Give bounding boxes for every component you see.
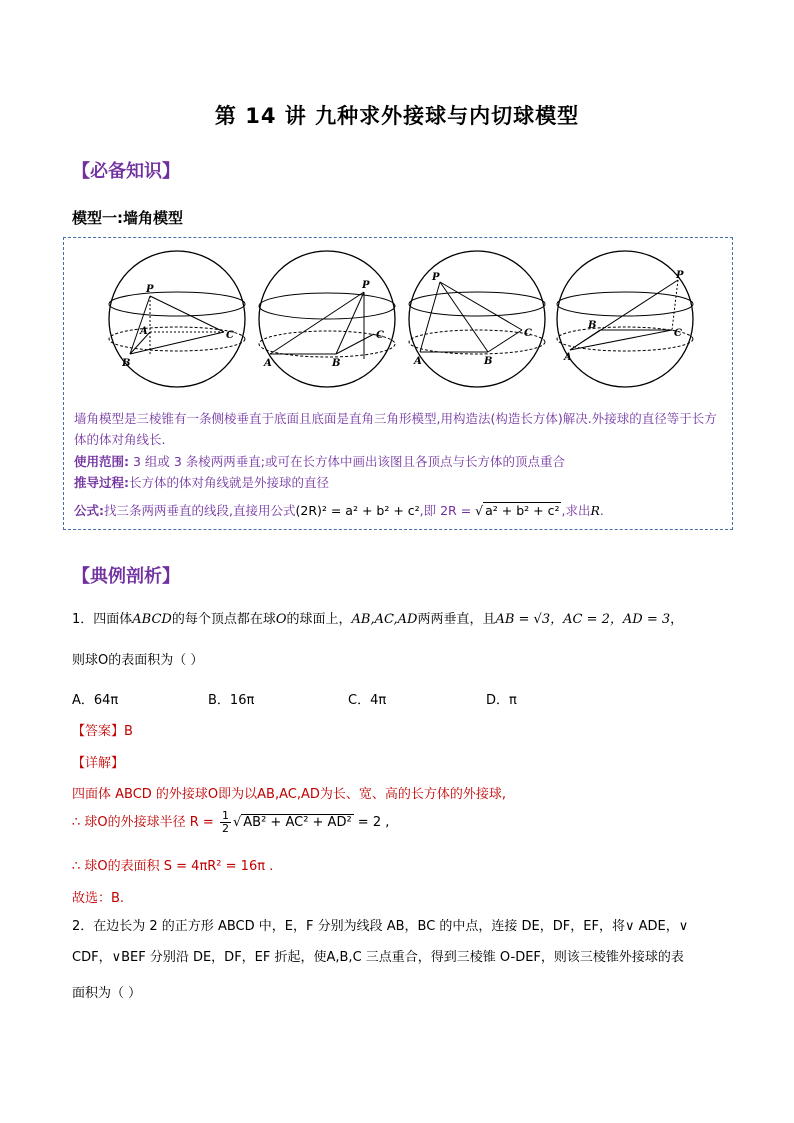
label-B: B [484, 356, 493, 367]
section-heading-knowledge: 【必备知识】 [72, 161, 180, 182]
answer-tag: 【答案】B [72, 724, 133, 739]
option-b[interactable]: B．16π [208, 693, 255, 708]
label-B: B [588, 320, 597, 331]
conclusion: 故选：B. [72, 891, 125, 906]
label-C: C [524, 328, 532, 339]
label-B: B [332, 358, 341, 369]
label-C: C [674, 328, 682, 339]
formula-end: . [599, 503, 604, 518]
detail-tag: 【详解】 [72, 756, 125, 771]
label-A: A [264, 358, 272, 369]
problem-2-line-2: CDF，∨BEF 分别沿 DE，DF，EF 折起，使A,B,C 三点重合，得到三棱锥 O-DEF，则该三棱锥外接球的表 [72, 950, 684, 965]
sphere-figure-4 [550, 244, 700, 394]
label-A: A [414, 356, 422, 367]
formula-text-2: ,即 2R = [419, 503, 476, 518]
model-box [63, 237, 733, 530]
detail-line-2: ∴ 球O的外接球半径 R = $\frac{1}{2}$ √ AB² + AC² + AD² = 2 , [72, 809, 390, 835]
formula-var: R [590, 503, 600, 518]
derive-line [74, 472, 724, 493]
usage-text: 3 组或 3 条棱两两垂直;或可在长方体中画出该图且各顶点与长方体的顶点重合 [129, 454, 566, 469]
label-P: P [146, 284, 154, 295]
formula-label: 公式: [74, 503, 104, 518]
label-C: C [226, 330, 234, 341]
formula-eq: (2R)² = a² + b² + c² [295, 503, 420, 518]
label-P: P [432, 272, 440, 283]
option-d[interactable]: D．π [486, 693, 517, 708]
detail-line-3: ∴ 球O的表面积 S = 4πR² = 16π . [72, 859, 274, 874]
formula-text: 找三条两两垂直的线段,直接用公式 [104, 503, 296, 518]
model-description: 墙角模型是三棱锥有一条侧棱垂直于底面且底面是直角三角形模型,用构造法(构造长方体)解决.外接球的直径等于长方体的体对角线长. [74, 411, 717, 447]
problem-1-stem: 1．四面体ABCD的每个顶点都在球O的球面上，AB,AC,AD两两垂直，且AB = √3，AC = 2，AD = 3， [72, 612, 684, 627]
model-heading: 模型一:墙角模型 [72, 209, 183, 227]
detail-line-1: 四面体 ABCD 的外接球O即为以AB,AC,AD为长、宽、高的长方体的外接球, [72, 787, 507, 802]
formula-line: 公式:找三条两两垂直的线段,直接用公式(2R)² = a² + b² + c²,即 2R = √ a² + b² + c² ,求出R. [74, 503, 604, 518]
problem-1-stem-2: 则球O的表面积为（ ） [72, 653, 204, 668]
sphere-figure-3 [402, 244, 552, 394]
sphere-figure-2 [252, 244, 402, 394]
label-P: P [676, 270, 684, 281]
label-A: A [140, 326, 148, 337]
label-C: C [376, 330, 384, 341]
section-heading-examples: 【典例剖析】 [72, 566, 180, 587]
formula-text-3: ,求出 [561, 503, 591, 518]
derive-text: 长方体的体对角线就是外接球的直径 [129, 475, 330, 490]
problem-2-line-1: 2．在边长为 2 的正方形 ABCD 中，E，F 分别为线段 AB，BC 的中点，连接 DE，DF，EF，将∨ ADE，∨ [72, 919, 689, 934]
label-P: P [362, 280, 370, 291]
option-c[interactable]: C．4π [348, 693, 387, 708]
usage-line [74, 451, 724, 472]
problem-2-line-3: 面积为（ ） [72, 986, 142, 1001]
option-a[interactable]: A．64π [72, 693, 119, 708]
label-B: B [122, 358, 131, 369]
label-A: A [564, 352, 572, 363]
formula-sqrt: a² + b² + c² [485, 503, 560, 518]
derive-label: 推导过程: [74, 475, 129, 490]
page-title: 第 14 讲 九种求外接球与内切球模型 [214, 104, 580, 128]
sphere-figure-1 [102, 244, 252, 394]
usage-label: 使用范围: [74, 454, 129, 469]
